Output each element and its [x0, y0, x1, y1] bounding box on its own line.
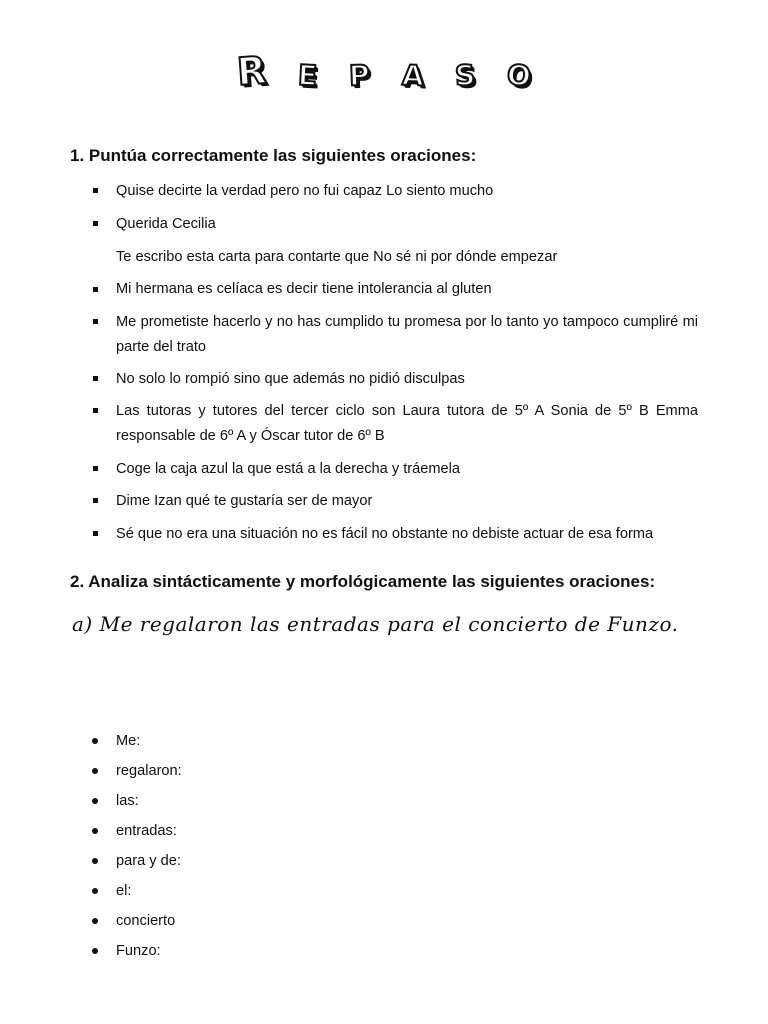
list-item: Quise decirte la verdad pero no fui capaz Lo siento mucho	[116, 183, 494, 199]
square-bullet-icon	[93, 498, 98, 503]
list-item: Las tutoras y tutores del tercer ciclo son Laura tutora de 5º A Sonia de 5º B Emma responsable de 6º A y Óscar tutor de 6º B	[116, 403, 698, 444]
list-item: Querida Cecilia	[116, 216, 216, 232]
title-letter: A	[401, 58, 424, 93]
list-item: Coge la caja azul la que está a la derecha y tráemela	[116, 461, 460, 477]
title-letter: E	[297, 58, 318, 93]
list-item: Funzo:	[116, 943, 161, 959]
list-item: Me prometiste hacerlo y no has cumplido tu promesa por lo tanto yo tampoco cumpliré mi parte del trato	[116, 314, 698, 355]
round-bullet-icon	[92, 768, 98, 774]
round-bullet-icon	[92, 738, 98, 744]
square-bullet-icon	[93, 221, 98, 226]
round-bullet-icon	[92, 888, 98, 894]
square-bullet-icon	[93, 466, 98, 471]
round-bullet-icon	[92, 948, 98, 954]
list-item: las:	[116, 793, 139, 809]
section1-heading: 1. Puntúa correctamente las siguientes oraciones:	[70, 146, 477, 165]
section2-heading: 2. Analiza sintácticamente y morfológicamente las siguientes oraciones:	[70, 572, 656, 591]
analysis-sentence: a) Me regalaron las entradas para el concierto de Funzo.	[72, 612, 679, 636]
list-item: No solo lo rompió sino que además no pidió disculpas	[116, 371, 465, 387]
square-bullet-icon	[93, 188, 98, 193]
list-item: el:	[116, 883, 132, 899]
title-letter: S	[454, 58, 477, 93]
square-bullet-icon	[93, 408, 98, 413]
title-letter: R	[235, 48, 268, 94]
round-bullet-icon	[92, 858, 98, 864]
round-bullet-icon	[92, 918, 98, 924]
list-item: concierto	[116, 913, 176, 929]
square-bullet-icon	[93, 531, 98, 536]
list-item: Sé que no era una situación no es fácil no obstante no debiste actuar de esa forma	[116, 526, 654, 542]
list-item: para y de:	[116, 853, 181, 869]
list-item: Mi hermana es celíaca es decir tiene intolerancia al gluten	[116, 281, 492, 297]
title-letter: O	[506, 58, 533, 93]
list-item: entradas:	[116, 823, 177, 839]
list-item-continuation: Te escribo esta carta para contarte que No sé ni por dónde empezar	[116, 249, 558, 265]
square-bullet-icon	[93, 376, 98, 381]
list-item: Dime Izan qué te gustaría ser de mayor	[116, 493, 373, 509]
list-item: Me:	[116, 733, 141, 749]
title-letter: P	[348, 58, 371, 93]
square-bullet-icon	[93, 319, 98, 324]
list-item: regalaron:	[116, 763, 182, 779]
round-bullet-icon	[92, 798, 98, 804]
square-bullet-icon	[93, 287, 98, 292]
page-title	[0, 48, 768, 94]
round-bullet-icon	[92, 828, 98, 834]
